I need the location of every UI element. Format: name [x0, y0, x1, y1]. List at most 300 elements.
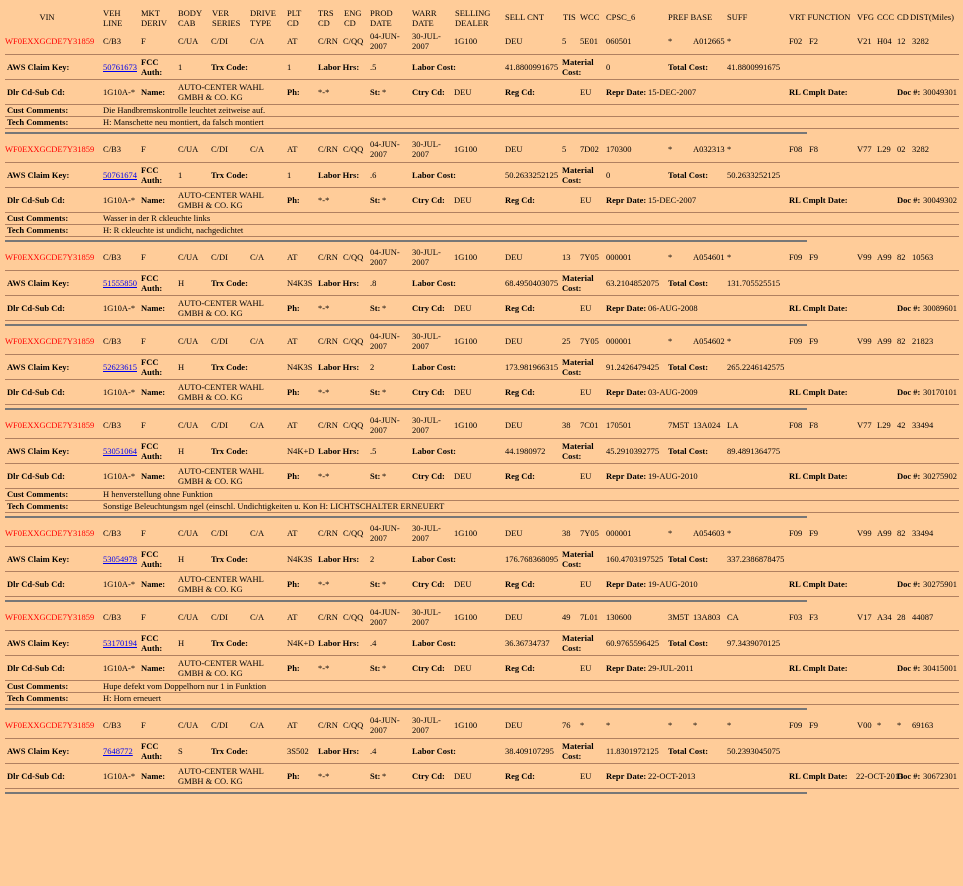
- repr-date-label: Repr Date:: [606, 663, 647, 673]
- labor-cost-label: Labor Cost:: [412, 746, 456, 756]
- dealer-row: [5, 464, 959, 489]
- material-cost-label: Material Cost:: [562, 273, 594, 293]
- tech-comments-value: H: Horn erneuert: [103, 693, 162, 703]
- trx-code-label: Trx Code:: [211, 62, 248, 72]
- sell-cnt-value: DEU: [505, 420, 523, 430]
- st-label: St:: [370, 387, 381, 397]
- record-separator: [5, 405, 959, 413]
- plt-cd-value: AT: [287, 612, 298, 622]
- wcc-value: *: [580, 720, 585, 730]
- claim-row: [5, 739, 959, 764]
- labor-hrs-label: Labor Hrs:: [318, 170, 360, 180]
- trx-code-label: Trx Code:: [211, 170, 248, 180]
- vehicle-row: [5, 29, 959, 55]
- col-vfg: VFG: [857, 12, 875, 22]
- trs-cd-value: C/RN: [318, 420, 338, 430]
- body-cab-value: C/UA: [178, 144, 199, 154]
- col-ccc: CCC: [877, 12, 895, 22]
- veh-line-value: C/B3: [103, 612, 121, 622]
- tis-value: 5: [562, 36, 567, 46]
- total-cost-label: Total Cost:: [668, 446, 709, 456]
- wcc-value: 5E01: [580, 36, 598, 46]
- aws-claim-key-label: AWS Claim Key:: [7, 638, 70, 648]
- eng-cd-value: C/QQ: [343, 720, 364, 730]
- dlr-cd-value: 1G10A-*: [103, 471, 136, 481]
- trx-code-value: 1: [287, 62, 292, 72]
- name-label: Name:: [141, 663, 166, 673]
- dealer-name-value: AUTO-CENTER WAHL GMBH & CO. KG: [178, 382, 264, 402]
- ctry-cd-value: DEU: [454, 195, 472, 205]
- claims-list: [0, 29, 963, 797]
- sell-cnt-value: DEU: [505, 144, 523, 154]
- vfg-value: V99: [857, 252, 872, 262]
- sell-cnt-value: DEU: [505, 336, 523, 346]
- doc-value: 30415001: [923, 663, 957, 673]
- labor-cost-label: Labor Cost:: [412, 638, 456, 648]
- trx-code-label: Trx Code:: [211, 446, 248, 456]
- claim-row: [5, 355, 959, 380]
- doc-value: 30275902: [923, 471, 957, 481]
- dlr-cd-label: Dlr Cd-Sub Cd:: [7, 771, 65, 781]
- cust-comments-row: [5, 489, 959, 501]
- ver-series-value: C/DI: [211, 612, 228, 622]
- repr-date-label: Repr Date:: [606, 195, 647, 205]
- ctry-cd-label: Ctry Cd:: [412, 771, 445, 781]
- mkt-deriv-value: F: [141, 528, 146, 538]
- dist-value: 69163: [912, 720, 934, 730]
- claim-row: [5, 55, 959, 80]
- tis-value: 25: [562, 336, 571, 346]
- labor-hrs-label: Labor Hrs:: [318, 446, 360, 456]
- wcc-value: 7L01: [580, 612, 598, 622]
- ph-label: Ph:: [287, 471, 300, 481]
- fcc-auth-value: S: [178, 746, 183, 756]
- cust-comments-label: Cust Comments:: [7, 105, 69, 115]
- trx-code-value: 3S502: [287, 746, 309, 756]
- record-separator: [5, 705, 959, 713]
- selling-dealer-value: 1G100: [454, 144, 478, 154]
- col-prod-date: PROD DATE: [370, 8, 393, 28]
- material-cost-label: Material Cost:: [562, 741, 594, 761]
- rl-cmplt-date-label: RL Cmplt Date:: [789, 87, 848, 97]
- fcc-auth-label: FCC Auth:: [141, 165, 163, 185]
- trx-code-value: N4K3S: [287, 362, 313, 372]
- vin-value: WF0EXXGCDE7Y31859: [5, 720, 95, 730]
- selling-dealer-value: 1G100: [454, 36, 478, 46]
- repr-date-label: Repr Date:: [606, 471, 647, 481]
- body-cab-value: C/UA: [178, 528, 199, 538]
- aws-claim-key-value[interactable]: [103, 638, 137, 648]
- claim-record: [5, 245, 959, 329]
- total-cost-label: Total Cost:: [668, 638, 709, 648]
- tech-comments-value: H: Manschette neu montiert, da falsch montiert: [103, 117, 264, 127]
- col-plt-cd: PLT CD: [287, 8, 302, 28]
- cust-comments-row: [5, 213, 959, 225]
- trs-cd-value: C/RN: [318, 36, 338, 46]
- ctry-cd-label: Ctry Cd:: [412, 663, 445, 673]
- fcc-auth-value: 1: [178, 170, 183, 180]
- labor-cost-value: 44.1980972: [505, 446, 546, 456]
- claim-key-link[interactable]: 50761674: [103, 170, 137, 180]
- repr-date-label: Repr Date:: [606, 303, 647, 313]
- ph-value: *-*: [318, 663, 330, 673]
- material-cost-value: 63.2104852075: [606, 278, 660, 288]
- claim-key-link[interactable]: 52623615: [103, 362, 137, 372]
- function-value: F9: [809, 720, 818, 730]
- ph-label: Ph:: [287, 663, 300, 673]
- warr-date-value: 30-JUL-2007: [412, 139, 441, 159]
- doc-label: Doc #:: [897, 387, 921, 397]
- vrt-value: F03: [789, 612, 803, 622]
- repr-date-label: Repr Date:: [606, 87, 647, 97]
- claim-record: [5, 605, 959, 713]
- suff-value: CA: [727, 612, 739, 622]
- claim-record: [5, 29, 959, 137]
- col-vrt-function: VRT FUNCTION: [789, 12, 851, 22]
- tech-comments-label: Tech Comments:: [7, 501, 69, 511]
- labor-hrs-value: 2: [370, 554, 375, 564]
- total-cost-value: 131.705525515: [727, 278, 781, 288]
- cust-comments-label: Cust Comments:: [7, 489, 69, 499]
- doc-label: Doc #:: [897, 771, 921, 781]
- ver-series-value: C/DI: [211, 420, 228, 430]
- ph-label: Ph:: [287, 387, 300, 397]
- record-separator: [5, 513, 959, 521]
- cust-comments-value: H henverstellung ohne Funktion: [103, 489, 213, 499]
- repr-date-value: 15-DEC-2007: [648, 195, 697, 205]
- cd-value: 82: [897, 336, 906, 346]
- material-cost-label: Material Cost:: [562, 441, 594, 461]
- claim-row: [5, 439, 959, 464]
- cust-comments-value: Hupe defekt vom Doppelhorn nur 1 in Funktion: [103, 681, 267, 691]
- total-cost-label: Total Cost:: [668, 362, 709, 372]
- base-value: A054601: [693, 252, 725, 262]
- dealer-row: [5, 296, 959, 321]
- doc-label: Doc #:: [897, 579, 921, 589]
- dealer-name-value: AUTO-CENTER WAHL GMBH & CO. KG: [178, 190, 264, 210]
- ph-value: *-*: [318, 303, 330, 313]
- ver-series-value: C/DI: [211, 36, 228, 46]
- labor-hrs-value: .4: [370, 746, 377, 756]
- tis-value: 76: [562, 720, 571, 730]
- ccc-value: L29: [877, 144, 891, 154]
- tech-comments-row: [5, 693, 959, 705]
- tech-comments-row: [5, 117, 959, 129]
- eng-cd-value: C/QQ: [343, 336, 364, 346]
- warr-date-value: 30-JUL-2007: [412, 247, 441, 267]
- material-cost-label: Material Cost:: [562, 633, 594, 653]
- vehicle-row: [5, 713, 959, 739]
- cust-comments-label: Cust Comments:: [7, 681, 69, 691]
- tis-value: 5: [562, 144, 567, 154]
- dist-value: 33494: [912, 528, 934, 538]
- trs-cd-value: C/RN: [318, 528, 338, 538]
- aws-claim-key-value[interactable]: [103, 554, 137, 564]
- base-value: A054602: [693, 336, 725, 346]
- reg-cd-label: Reg Cd:: [505, 195, 535, 205]
- trx-code-value: N4K3S: [287, 554, 313, 564]
- vin-value: WF0EXXGCDE7Y31859: [5, 252, 95, 262]
- doc-label: Doc #:: [897, 471, 921, 481]
- doc-label: Doc #:: [897, 663, 921, 673]
- claim-key-link[interactable]: 53170194: [103, 638, 137, 648]
- col-cd: CD: [897, 12, 909, 22]
- fcc-auth-label: FCC Auth:: [141, 741, 163, 761]
- veh-line-value: C/B3: [103, 720, 121, 730]
- total-cost-label: Total Cost:: [668, 278, 709, 288]
- ctry-cd-label: Ctry Cd:: [412, 195, 445, 205]
- aws-claim-key-label: AWS Claim Key:: [7, 554, 70, 564]
- ctry-cd-value: DEU: [454, 471, 472, 481]
- veh-line-value: C/B3: [103, 252, 121, 262]
- dlr-cd-label: Dlr Cd-Sub Cd:: [7, 87, 65, 97]
- col-sell-cnt: SELL CNT: [505, 12, 545, 22]
- cpsc6-value: 130600: [606, 612, 632, 622]
- cpsc6-value: 000001: [606, 336, 632, 346]
- body-cab-value: C/UA: [178, 252, 199, 262]
- cd-value: 28: [897, 612, 906, 622]
- eng-cd-value: C/QQ: [343, 612, 364, 622]
- trx-code-value: 1: [287, 170, 292, 180]
- suff-value: *: [727, 144, 732, 154]
- mkt-deriv-value: F: [141, 252, 146, 262]
- name-label: Name:: [141, 387, 166, 397]
- st-value: *: [382, 471, 387, 481]
- vrt-value: F09: [789, 336, 803, 346]
- warr-date-value: 30-JUL-2007: [412, 523, 441, 543]
- claim-row: [5, 547, 959, 572]
- repr-date-value: 29-JUL-2011: [648, 663, 694, 673]
- dealer-name-value: AUTO-CENTER WAHL GMBH & CO. KG: [178, 466, 264, 486]
- labor-cost-label: Labor Cost:: [412, 446, 456, 456]
- pref-value: *: [668, 720, 673, 730]
- st-value: *: [382, 663, 387, 673]
- tech-comments-value: H: R ckleuchte ist undicht, nachgedichtet: [103, 225, 244, 235]
- labor-cost-value: 36.36734737: [505, 638, 550, 648]
- claim-record: [5, 329, 959, 413]
- material-cost-value: 160.4703197525: [606, 554, 664, 564]
- wcc-value: 7D02: [580, 144, 599, 154]
- mkt-deriv-value: F: [141, 612, 146, 622]
- veh-line-value: C/B3: [103, 36, 121, 46]
- prod-date-value: 04-JUN-2007: [370, 607, 400, 627]
- vin-value: WF0EXXGCDE7Y31859: [5, 144, 95, 154]
- vehicle-row: [5, 245, 959, 271]
- trs-cd-value: C/RN: [318, 720, 338, 730]
- aws-claim-key-label: AWS Claim Key:: [7, 446, 70, 456]
- ccc-value: A34: [877, 612, 892, 622]
- dlr-cd-value: 1G10A-*: [103, 771, 136, 781]
- dlr-cd-label: Dlr Cd-Sub Cd:: [7, 195, 65, 205]
- sell-cnt-value: DEU: [505, 252, 523, 262]
- trx-code-value: N4K+D: [287, 638, 315, 648]
- mkt-deriv-value: F: [141, 720, 146, 730]
- total-cost-value: 41.8800991675: [727, 62, 781, 72]
- total-cost-value: 89.4891364775: [727, 446, 781, 456]
- prod-date-value: 04-JUN-2007: [370, 331, 400, 351]
- selling-dealer-value: 1G100: [454, 336, 478, 346]
- ccc-value: A99: [877, 336, 892, 346]
- aws-claim-key-value[interactable]: [103, 362, 137, 372]
- claim-key-link[interactable]: 51555850: [103, 278, 137, 288]
- dlr-cd-label: Dlr Cd-Sub Cd:: [7, 303, 65, 313]
- total-cost-value: 337.2386878475: [727, 554, 785, 564]
- vfg-value: V99: [857, 336, 872, 346]
- cd-value: *: [897, 720, 902, 730]
- doc-value: 30089601: [923, 303, 957, 313]
- st-value: *: [382, 195, 387, 205]
- aws-claim-key-value[interactable]: [103, 446, 137, 456]
- claim-row: [5, 163, 959, 188]
- pref-value: *: [668, 144, 673, 154]
- base-value: A032313: [693, 144, 725, 154]
- warr-date-value: 30-JUL-2007: [412, 715, 441, 735]
- labor-hrs-label: Labor Hrs:: [318, 278, 360, 288]
- dealer-name-value: AUTO-CENTER WAHL GMBH & CO. KG: [178, 574, 264, 594]
- dealer-row: [5, 80, 959, 105]
- veh-line-value: C/B3: [103, 528, 121, 538]
- cpsc6-value: 060501: [606, 36, 632, 46]
- vehicle-row: [5, 137, 959, 163]
- selling-dealer-value: 1G100: [454, 612, 478, 622]
- ph-value: *-*: [318, 87, 330, 97]
- st-label: St:: [370, 663, 381, 673]
- aws-claim-key-value[interactable]: [103, 62, 137, 72]
- name-label: Name:: [141, 579, 166, 589]
- aws-claim-key-value[interactable]: [103, 278, 137, 288]
- prod-date-value: 04-JUN-2007: [370, 247, 400, 267]
- drive-type-value: C/A: [250, 720, 265, 730]
- labor-hrs-value: .5: [370, 62, 377, 72]
- drive-type-value: C/A: [250, 528, 265, 538]
- record-separator: [5, 789, 959, 797]
- tis-value: 13: [562, 252, 571, 262]
- claim-key-link[interactable]: 50761673: [103, 62, 137, 72]
- warr-date-value: 30-JUL-2007: [412, 607, 441, 627]
- fcc-auth-value: H: [178, 362, 185, 372]
- st-label: St:: [370, 579, 381, 589]
- labor-cost-label: Labor Cost:: [412, 554, 456, 564]
- ph-value: *-*: [318, 771, 330, 781]
- total-cost-value: 50.2393045075: [727, 746, 781, 756]
- col-drive-type: DRIVE TYPE: [250, 8, 276, 28]
- aws-claim-key-label: AWS Claim Key:: [7, 62, 70, 72]
- suff-value: *: [727, 252, 732, 262]
- reg-cd-value: EU: [580, 87, 592, 97]
- aws-claim-key-label: AWS Claim Key:: [7, 278, 70, 288]
- reg-cd-label: Reg Cd:: [505, 771, 535, 781]
- dealer-name-value: AUTO-CENTER WAHL GMBH & CO. KG: [178, 82, 264, 102]
- total-cost-value: 50.2633252125: [727, 170, 781, 180]
- vfg-value: V00: [857, 720, 872, 730]
- plt-cd-value: AT: [287, 420, 298, 430]
- fcc-auth-value: H: [178, 638, 185, 648]
- eng-cd-value: C/QQ: [343, 252, 364, 262]
- claim-key-link[interactable]: 53054978: [103, 554, 137, 564]
- claim-key-link[interactable]: 7648772: [103, 746, 133, 756]
- st-label: St:: [370, 195, 381, 205]
- fcc-auth-label: FCC Auth:: [141, 441, 163, 461]
- vrt-value: F09: [789, 252, 803, 262]
- sell-cnt-value: DEU: [505, 720, 523, 730]
- total-cost-label: Total Cost:: [668, 62, 709, 72]
- record-separator: [5, 321, 959, 329]
- ccc-value: A99: [877, 528, 892, 538]
- prod-date-value: 04-JUN-2007: [370, 415, 400, 435]
- fcc-auth-value: 1: [178, 62, 183, 72]
- name-label: Name:: [141, 471, 166, 481]
- reg-cd-value: EU: [580, 387, 592, 397]
- function-value: F9: [809, 336, 818, 346]
- aws-claim-key-label: AWS Claim Key:: [7, 362, 70, 372]
- dlr-cd-value: 1G10A-*: [103, 663, 136, 673]
- material-cost-value: 91.2426479425: [606, 362, 660, 372]
- claim-row: [5, 271, 959, 296]
- trx-code-label: Trx Code:: [211, 362, 248, 372]
- aws-claim-key-value[interactable]: [103, 170, 137, 180]
- st-value: *: [382, 87, 387, 97]
- repr-date-label: Repr Date:: [606, 579, 647, 589]
- material-cost-label: Material Cost:: [562, 357, 594, 377]
- wcc-value: 7C01: [580, 420, 599, 430]
- reg-cd-value: EU: [580, 195, 592, 205]
- fcc-auth-label: FCC Auth:: [141, 633, 163, 653]
- repr-date-value: 19-AUG-2010: [648, 579, 698, 589]
- ver-series-value: C/DI: [211, 252, 228, 262]
- ctry-cd-label: Ctry Cd:: [412, 579, 445, 589]
- labor-hrs-value: .8: [370, 278, 377, 288]
- function-value: F9: [809, 528, 818, 538]
- total-cost-label: Total Cost:: [668, 554, 709, 564]
- st-label: St:: [370, 471, 381, 481]
- reg-cd-label: Reg Cd:: [505, 387, 535, 397]
- cpsc6-value: 170501: [606, 420, 632, 430]
- suff-value: *: [727, 528, 732, 538]
- prod-date-value: 04-JUN-2007: [370, 139, 400, 159]
- name-label: Name:: [141, 195, 166, 205]
- eng-cd-value: C/QQ: [343, 420, 364, 430]
- claim-key-link[interactable]: 53051064: [103, 446, 137, 456]
- reg-cd-value: EU: [580, 771, 592, 781]
- aws-claim-key-value[interactable]: [103, 746, 133, 756]
- plt-cd-value: AT: [287, 528, 298, 538]
- base-value: A054603: [693, 528, 725, 538]
- claim-row: [5, 631, 959, 656]
- reg-cd-label: Reg Cd:: [505, 303, 535, 313]
- total-cost-value: 265.2246142575: [727, 362, 785, 372]
- vin-value: WF0EXXGCDE7Y31859: [5, 420, 95, 430]
- repr-date-value: 19-AUG-2010: [648, 471, 698, 481]
- dist-value: 3282: [912, 36, 929, 46]
- ver-series-value: C/DI: [211, 144, 228, 154]
- claim-record: [5, 413, 959, 521]
- total-cost-label: Total Cost:: [668, 746, 709, 756]
- dealer-row: [5, 656, 959, 681]
- selling-dealer-value: 1G100: [454, 720, 478, 730]
- drive-type-value: C/A: [250, 36, 265, 46]
- suff-value: *: [727, 336, 732, 346]
- vrt-value: F02: [789, 36, 803, 46]
- mkt-deriv-value: F: [141, 336, 146, 346]
- ctry-cd-label: Ctry Cd:: [412, 303, 445, 313]
- dlr-cd-label: Dlr Cd-Sub Cd:: [7, 663, 65, 673]
- veh-line-value: C/B3: [103, 144, 121, 154]
- fcc-auth-value: H: [178, 278, 185, 288]
- pref-value: *: [668, 252, 673, 262]
- function-value: F3: [809, 612, 818, 622]
- suff-value: *: [727, 36, 732, 46]
- material-cost-value: 45.2910392775: [606, 446, 660, 456]
